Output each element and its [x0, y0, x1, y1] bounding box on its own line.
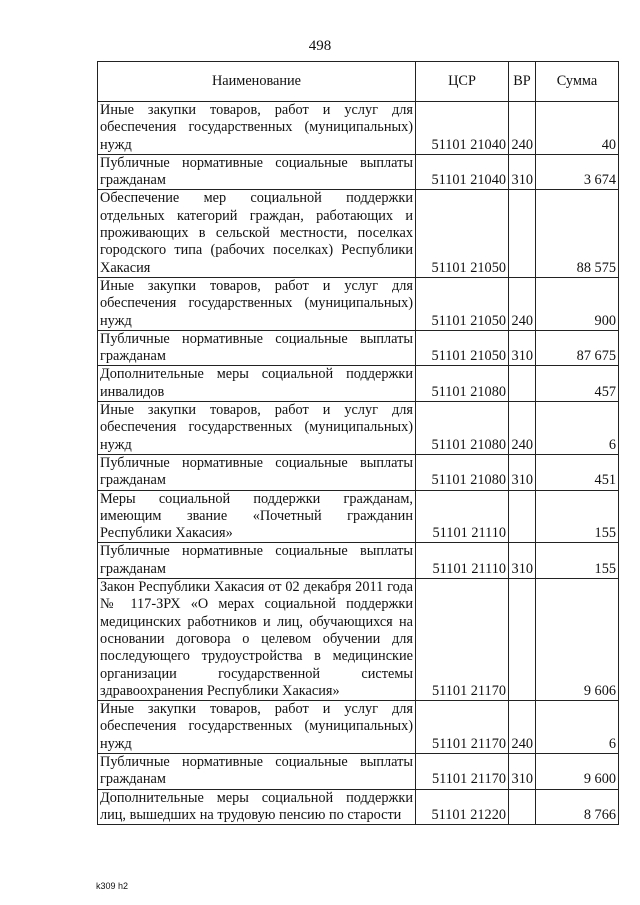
table-header-row	[98, 62, 619, 102]
row-name: Публичные нормативные социальные выплаты гражданам	[98, 154, 416, 190]
table-row	[98, 701, 619, 754]
header-sum: Сумма	[536, 62, 619, 102]
row-vr	[509, 789, 536, 825]
budget-table	[97, 61, 619, 825]
row-name: Дополнительные меры социальной поддержки лиц, вышедших на трудовую пенсию по старости	[98, 789, 416, 825]
table-row	[98, 490, 619, 543]
table-row	[98, 579, 619, 701]
row-csr: 51101 21170	[416, 701, 509, 754]
row-vr: 310	[509, 454, 536, 490]
row-sum: 9 600	[536, 753, 619, 789]
row-name: Иные закупки товаров, работ и услуг для обеспечения государственных (муниципальных) нужд	[98, 102, 416, 155]
row-vr: 310	[509, 543, 536, 579]
row-name: Иные закупки товаров, работ и услуг для обеспечения государственных (муниципальных) нужд	[98, 701, 416, 754]
row-name: Публичные нормативные социальные выплаты гражданам	[98, 454, 416, 490]
header-vr: ВР	[509, 62, 536, 102]
row-name: Обеспечение мер социальной поддержки отдельных категорий граждан, работающих и проживающих в сельской местности, поселках городского типа (рабочих поселках) Республики Хакасия	[98, 190, 416, 277]
row-csr: 51101 21170	[416, 579, 509, 701]
table-row	[98, 753, 619, 789]
row-sum: 451	[536, 454, 619, 490]
row-name: Иные закупки товаров, работ и услуг для обеспечения государственных (муниципальных) нужд	[98, 277, 416, 330]
table-row	[98, 190, 619, 277]
page-number: 498	[308, 38, 332, 54]
row-vr: 240	[509, 701, 536, 754]
row-sum: 457	[536, 366, 619, 402]
row-name: Дополнительные меры социальной поддержки инвалидов	[98, 366, 416, 402]
row-csr: 51101 21050	[416, 190, 509, 277]
table-row	[98, 454, 619, 490]
row-vr	[509, 579, 536, 701]
row-csr: 51101 21080	[416, 402, 509, 455]
row-csr: 51101 21110	[416, 543, 509, 579]
row-name: Публичные нормативные социальные выплаты гражданам	[98, 330, 416, 366]
row-sum: 40	[536, 102, 619, 155]
row-vr: 310	[509, 154, 536, 190]
table-row	[98, 154, 619, 190]
row-csr: 51101 21170	[416, 753, 509, 789]
row-sum: 6	[536, 701, 619, 754]
row-sum: 87 675	[536, 330, 619, 366]
row-sum: 88 575	[536, 190, 619, 277]
row-sum: 155	[536, 490, 619, 543]
row-vr: 240	[509, 402, 536, 455]
table-row	[98, 330, 619, 366]
row-csr: 51101 21080	[416, 366, 509, 402]
row-name: Публичные нормативные социальные выплаты гражданам	[98, 753, 416, 789]
row-sum: 6	[536, 402, 619, 455]
table-row	[98, 366, 619, 402]
row-vr	[509, 366, 536, 402]
row-sum: 8 766	[536, 789, 619, 825]
row-name: Меры социальной поддержки гражданам, имеющим звание «Почетный гражданин Республики Хакасия»	[98, 490, 416, 543]
row-csr: 51101 21050	[416, 277, 509, 330]
table-row	[98, 789, 619, 825]
row-name: Закон Республики Хакасия от 02 декабря 2011 года № 117-ЗРХ «О мерах социальной поддержки медицинских работников и лиц, обучающихся на основании договора о целевом обучении для последующего трудоустройства в медицинские организации государственной системы здравоохранения Республики Хакасия»	[98, 579, 416, 701]
table-row	[98, 402, 619, 455]
footer-code: k309 h2	[96, 881, 129, 891]
row-vr	[509, 190, 536, 277]
header-csr: ЦСР	[416, 62, 509, 102]
table-row	[98, 102, 619, 155]
row-vr: 240	[509, 102, 536, 155]
row-sum: 900	[536, 277, 619, 330]
row-sum: 3 674	[536, 154, 619, 190]
row-vr: 240	[509, 277, 536, 330]
table-row	[98, 277, 619, 330]
row-vr	[509, 490, 536, 543]
row-csr: 51101 21040	[416, 102, 509, 155]
row-csr: 51101 21080	[416, 454, 509, 490]
row-csr: 51101 21040	[416, 154, 509, 190]
row-sum: 155	[536, 543, 619, 579]
header-name: Наименование	[98, 62, 416, 102]
row-csr: 51101 21050	[416, 330, 509, 366]
row-sum: 9 606	[536, 579, 619, 701]
row-name: Публичные нормативные социальные выплаты гражданам	[98, 543, 416, 579]
table-row	[98, 543, 619, 579]
row-vr: 310	[509, 330, 536, 366]
row-csr: 51101 21110	[416, 490, 509, 543]
row-vr: 310	[509, 753, 536, 789]
row-name: Иные закупки товаров, работ и услуг для обеспечения государственных (муниципальных) нужд	[98, 402, 416, 455]
row-csr: 51101 21220	[416, 789, 509, 825]
